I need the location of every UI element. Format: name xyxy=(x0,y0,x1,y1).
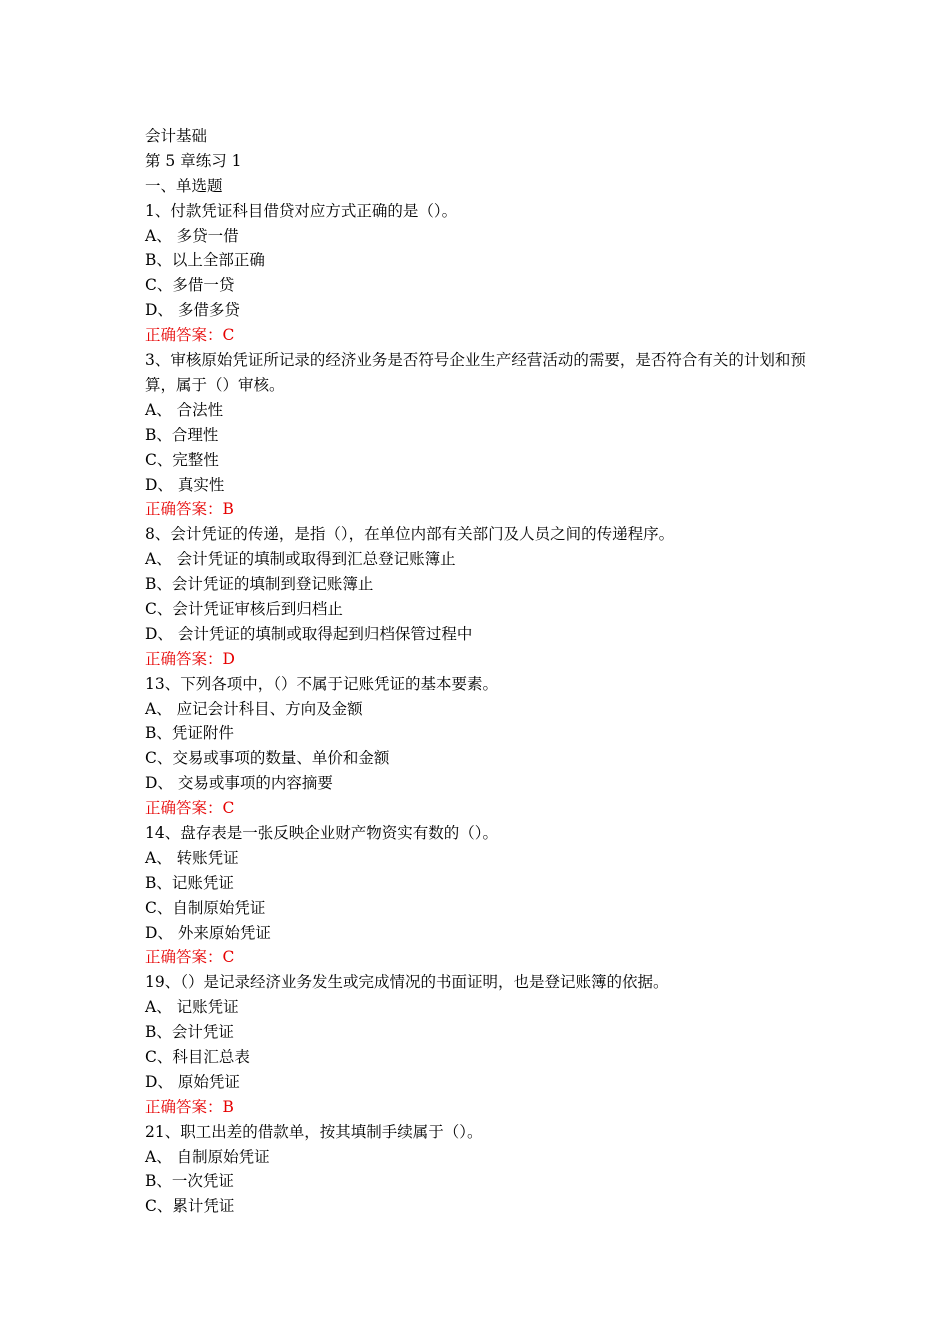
option-b: B、以上全部正确 xyxy=(145,251,265,270)
option-a: A、 应记会计科目、方向及金额 xyxy=(145,699,363,718)
question-block xyxy=(145,199,815,348)
option-a: A、 转账凭证 xyxy=(145,848,239,867)
question-stem: 13、下列各项中，（）不属于记账凭证的基本要素。 xyxy=(145,674,498,693)
question-block xyxy=(145,821,815,970)
question-block xyxy=(145,672,815,821)
option-c: C、会计凭证审核后到归档止 xyxy=(145,599,343,618)
doc-title: 会计基础 xyxy=(145,127,208,145)
option-c: C、累计凭证 xyxy=(145,1197,235,1216)
correct-answer: 正确答案：B xyxy=(145,500,234,519)
question-block xyxy=(145,522,815,671)
question-stem: 3、审核原始凭证所记录的经济业务是否符号企业生产经营活动的需要，是否符合有关的计划和预算，属于（）审核。 xyxy=(145,351,806,394)
option-d: D、 会计凭证的填制或取得起到归档保管过程中 xyxy=(145,624,473,643)
option-c: C、多借一贷 xyxy=(145,276,235,295)
chapter-heading: 第 5 章练习 1 xyxy=(145,151,242,170)
option-b: B、记账凭证 xyxy=(145,873,234,892)
option-d: D、 多借多贷 xyxy=(145,301,240,320)
option-d: D、 原始凭证 xyxy=(145,1072,240,1091)
question-stem: 21、职工出差的借款单，按其填制手续属于（）。 xyxy=(145,1122,483,1141)
option-a: A、 记账凭证 xyxy=(145,998,239,1017)
correct-answer: 正确答案：C xyxy=(145,799,235,818)
option-a: A、 自制原始凭证 xyxy=(145,1147,270,1166)
option-d: D、 交易或事项的内容摘要 xyxy=(145,774,333,793)
question-block xyxy=(145,1120,815,1220)
question-stem: 19、（）是记录经济业务发生或完成情况的书面证明，也是登记账簿的依据。 xyxy=(145,973,669,992)
option-c: C、完整性 xyxy=(145,450,219,469)
correct-answer: 正确答案：C xyxy=(145,326,235,345)
option-b: B、一次凭证 xyxy=(145,1172,234,1191)
correct-answer: 正确答案：B xyxy=(145,1097,234,1116)
option-b: B、会计凭证 xyxy=(145,1023,234,1042)
question-block xyxy=(145,970,815,1119)
question-stem: 14、盘存表是一张反映企业财产物资实有数的（）。 xyxy=(145,823,498,842)
option-c: C、交易或事项的数量、单价和金额 xyxy=(145,749,390,768)
document-page xyxy=(145,124,815,1219)
correct-answer: 正确答案：D xyxy=(145,649,235,668)
option-a: A、 多贷一借 xyxy=(145,226,239,245)
correct-answer: 正确答案：C xyxy=(145,948,235,967)
option-c: C、自制原始凭证 xyxy=(145,898,266,917)
question-block xyxy=(145,348,815,522)
option-c: C、科目汇总表 xyxy=(145,1047,250,1066)
option-d: D、 外来原始凭证 xyxy=(145,923,271,942)
option-d: D、 真实性 xyxy=(145,475,225,494)
option-b: B、会计凭证的填制到登记账簿止 xyxy=(145,575,374,594)
option-a: A、 合法性 xyxy=(145,400,224,419)
question-stem: 8、会计凭证的传递，是指（），在单位内部有关部门及人员之间的传递程序。 xyxy=(145,525,675,544)
option-a: A、 会计凭证的填制或取得到汇总登记账簿止 xyxy=(145,550,456,569)
option-b: B、凭证附件 xyxy=(145,724,234,743)
section-heading: 一、单选题 xyxy=(145,176,223,195)
option-b: B、合理性 xyxy=(145,425,219,444)
question-stem: 1、付款凭证科目借贷对应方式正确的是（）。 xyxy=(145,201,458,220)
